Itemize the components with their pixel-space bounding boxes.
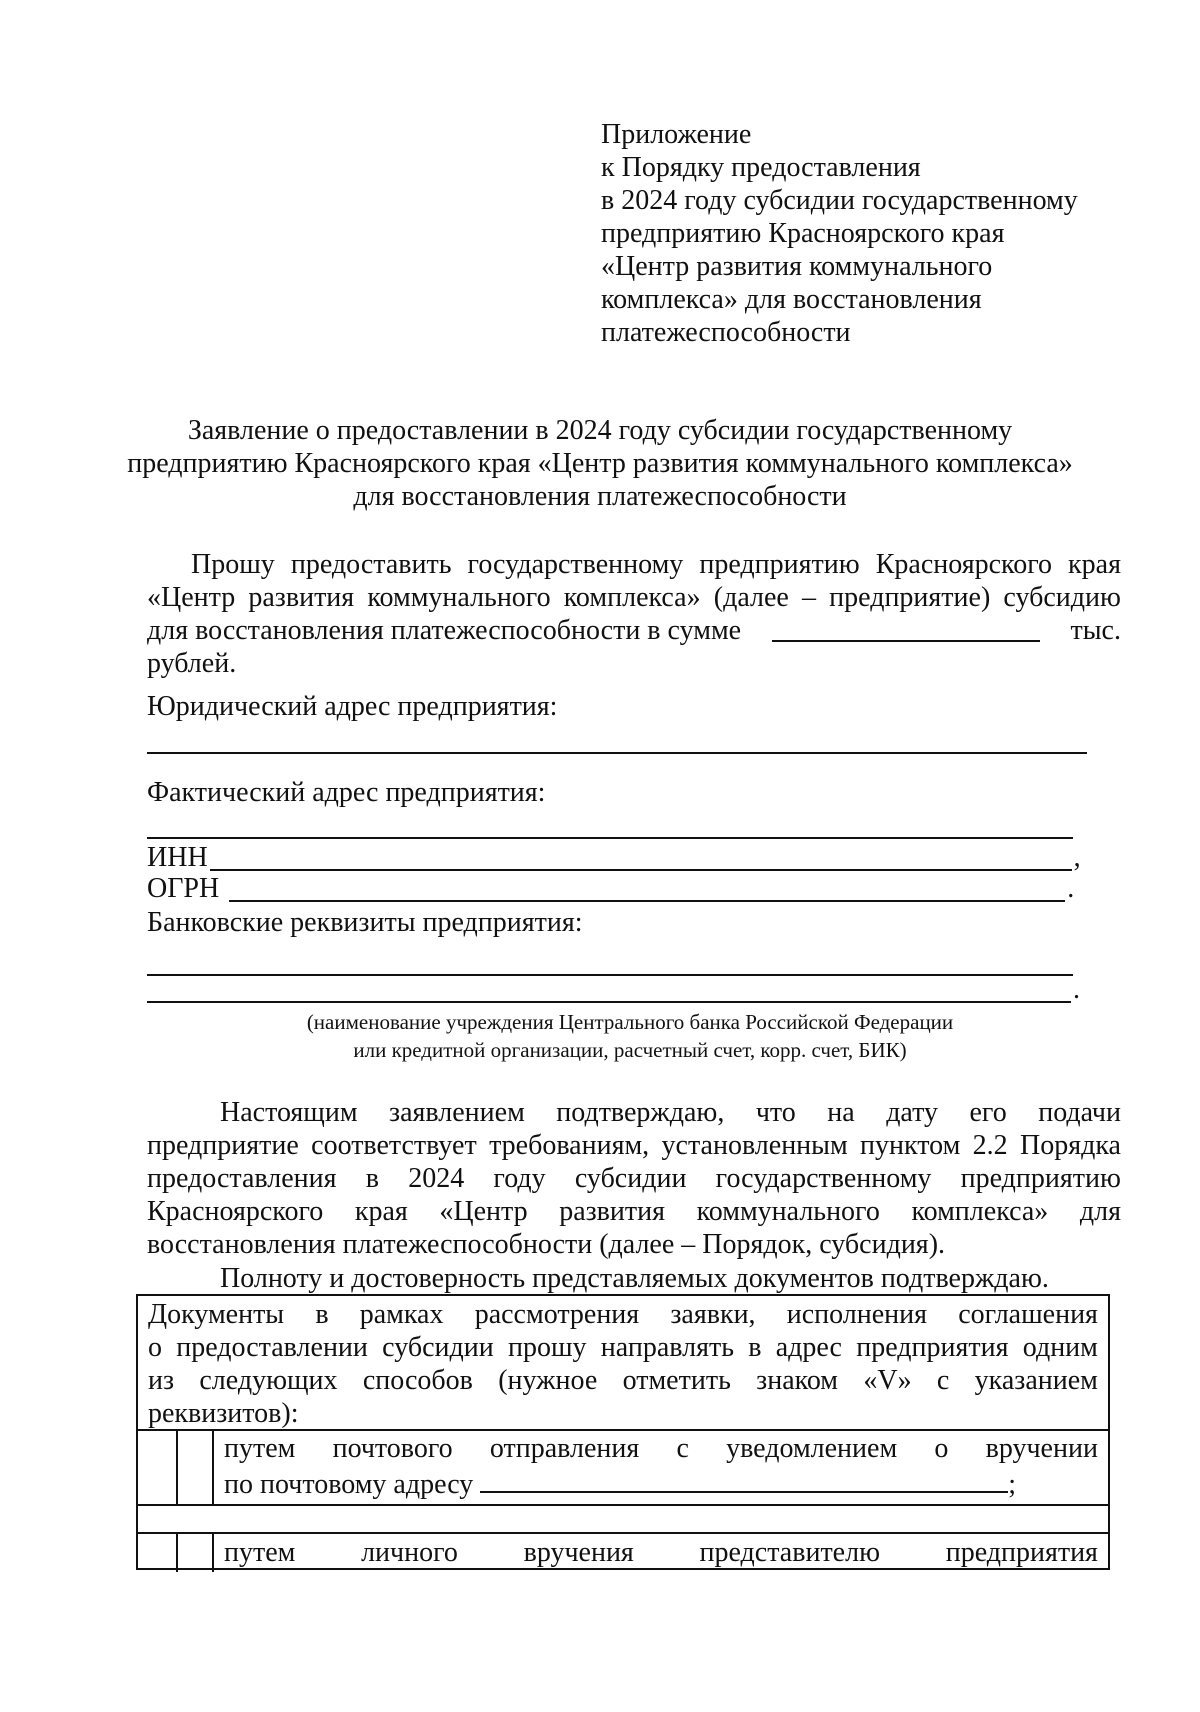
confirmation-text: Красноярского края «Центр развития коммунального комплекса» для	[147, 1196, 1121, 1227]
subsidy-amount-field[interactable]	[772, 614, 1040, 642]
actual-address-label: Фактический адрес предприятия:	[147, 777, 546, 808]
bank-details-label: Банковские реквизиты предприятия:	[147, 907, 583, 938]
amount-unit: тыс.	[1070, 615, 1121, 646]
bank-details-note	[200, 1008, 1060, 1064]
request-text: для восстановления платежеспособности в сумме	[147, 615, 742, 646]
table-rule	[212, 1429, 214, 1506]
option-end: ;	[1008, 1469, 1017, 1500]
option-text: по почтовому адресу	[224, 1469, 474, 1500]
request-text: Прошу предоставить государственному предприятию Красноярского края	[191, 549, 1121, 580]
inn-label: ИНН	[147, 842, 208, 873]
mail-option-text	[224, 1432, 1098, 1501]
table-rule	[138, 1532, 1108, 1534]
appendix-line: комплекса» для восстановления	[601, 284, 982, 315]
confirmation-paragraph	[147, 1096, 1121, 1261]
appendix-line: предприятию Красноярского края	[601, 218, 1005, 249]
table-rule	[212, 1532, 214, 1572]
header-text: о предоставлении субсидии прошу направлять в адрес предприятия одним	[148, 1332, 1098, 1363]
table-rule	[138, 1504, 1108, 1506]
appendix-line: платежеспособности	[601, 317, 851, 348]
confirmation-line-5: восстановления платежеспособности (далее – Порядок, субсидия).	[147, 1229, 946, 1260]
note-line: (наименование учреждения Центрального банка Российской Федерации	[306, 1010, 954, 1034]
header-line-1	[148, 1298, 1098, 1331]
header-line-2	[148, 1331, 1098, 1364]
inn-row	[147, 842, 1081, 874]
note-line: или кредитной организации, расчетный счет, корр. счет, БИК)	[353, 1038, 907, 1062]
mail-option-checkbox[interactable]	[178, 1431, 212, 1504]
option-text: путем личного вручения представителю предприятия	[224, 1537, 1098, 1568]
ogrn-label: ОГРН	[147, 873, 220, 904]
postal-address-field[interactable]	[480, 1465, 1008, 1493]
request-line-2	[147, 581, 1121, 614]
title-line: предприятию Красноярского края «Центр развития коммунального комплекса»	[127, 448, 1073, 479]
appendix-line: в 2024 году субсидии государственному	[601, 185, 1078, 216]
legal-address-field[interactable]	[147, 752, 1087, 754]
header-text: из следующих способов (нужное отметить знаком «V» с указанием	[148, 1365, 1098, 1396]
appendix-line: к Порядку предоставления	[601, 152, 921, 183]
appendix-block	[601, 118, 1121, 349]
request-paragraph	[147, 548, 1121, 680]
inn-end: ,	[1073, 842, 1081, 873]
mail-option-line-2	[224, 1465, 1098, 1501]
confirmation-text: предприятие соответствует требованиям, установленным пунктом 2.2 Порядка	[147, 1130, 1121, 1161]
ogrn-row	[147, 873, 1074, 905]
personal-option-text	[224, 1536, 1098, 1569]
request-line-3	[147, 614, 1121, 647]
header-text: Документы в рамках рассмотрения заявки, исполнения соглашения	[148, 1299, 1098, 1330]
actual-address-field[interactable]	[147, 837, 1073, 839]
appendix-line: «Центр развития коммунального	[601, 251, 993, 282]
ogrn-field[interactable]	[229, 874, 1065, 902]
bank-details-row-2	[147, 974, 1080, 1006]
table-header-text	[148, 1298, 1098, 1430]
request-line-1	[147, 548, 1121, 581]
request-text: «Центр развития коммунального комплекса» (далее – предприятие) субсидию	[147, 582, 1121, 613]
option-text: путем почтового отправления с уведомлением о вручении	[224, 1433, 1098, 1464]
bank-details-field-2[interactable]	[147, 975, 1071, 1003]
completeness-statement: Полноту и достоверность представляемых документов подтверждаю.	[220, 1263, 1049, 1294]
title-line: для восстановления платежеспособности	[353, 481, 847, 512]
confirmation-line-2	[147, 1129, 1121, 1162]
confirmation-text: предоставления в 2024 году субсидии государственному предприятию	[147, 1163, 1121, 1194]
bank-details-end: .	[1073, 974, 1080, 1005]
delivery-method-table	[136, 1294, 1110, 1570]
title-line: Заявление о предоставлении в 2024 году субсидии государственному	[187, 415, 1013, 446]
table-rule	[138, 1429, 1108, 1431]
confirmation-line-3	[147, 1162, 1121, 1195]
appendix-line: Приложение	[601, 119, 752, 150]
header-line-3	[148, 1364, 1098, 1397]
personal-option-line-1	[224, 1536, 1098, 1569]
legal-address-label: Юридический адрес предприятия:	[147, 691, 558, 722]
personal-option-checkbox[interactable]	[178, 1534, 212, 1570]
document-title	[120, 414, 1080, 513]
confirmation-text: Настоящим заявлением подтверждаю, что на дату его подачи	[220, 1097, 1121, 1128]
header-line-4: реквизитов):	[148, 1398, 299, 1429]
request-line-4: рублей.	[147, 648, 237, 679]
confirmation-line-1	[147, 1096, 1121, 1129]
inn-field[interactable]	[210, 843, 1072, 871]
confirmation-line-4	[147, 1195, 1121, 1228]
ogrn-end: .	[1067, 873, 1075, 904]
mail-option-line-1	[224, 1432, 1098, 1465]
